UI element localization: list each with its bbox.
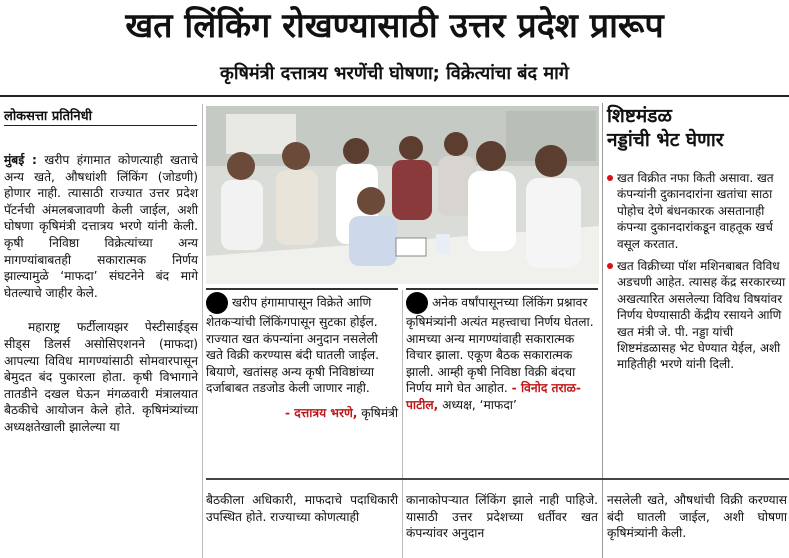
bottom-column-3-text: कानाकोपऱ्यात लिंकिंग झाले नाही पाहिजे. यासाठी उत्तर प्रदेशच्या धर्तीवर खत कंपन्यांवर अनुदान [406,493,598,541]
article-paragraph-1 [4,152,198,301]
paragraph-1-text: खरीप हंगामात कोणत्याही खताचे अन्य खते, औषधांशी लिंकिंग (जोडणी) होणार नाही. त्यासाठी राज्यात उत्तर प्रदेश पॅटर्नची अंमलबजावणी केली जाईल, अशी घोषणा कृषिमंत्री दत्तात्रय भरणे यांनी केली. कृषी निविष्ठा विक्रेत्यांच्या अन्य मागण्यांबाबतही सकारात्मक निर्णय झाल्यामुळे ‘माफदा’ संघटनेने बंद मागे घेतल्याचे जाहीर केले. [4,153,198,300]
sidebar-title-line-1: शिष्टमंडळ [607,105,672,127]
column-divider-1 [202,104,203,558]
quote-box-minister [206,288,398,468]
byline: लोकसत्ता प्रतिनिधी [4,109,92,124]
dateline: मुंबई : [4,153,37,167]
bottom-column-2-text: बैठकीला अधिकारी, माफदाचे पदाधिकारी उपस्थित होते. राज्याच्या कोणत्याही [206,493,398,524]
quote-1-attribution-role: कृषिमंत्री [361,405,398,420]
bottom-column-2 [206,492,398,525]
quote-box-mafda [406,288,598,468]
subheadline: कृषिमंत्री दत्तात्रय भरणेंची घोषणा; विक्रेत्यांचा बंद मागे [220,63,569,84]
bottom-column-3 [406,492,598,542]
sidebar-title [607,104,787,152]
minister-portrait-icon [206,292,228,314]
sidebar-title-line-2: नड्डांची भेट घेणार [607,129,724,151]
column-divider-2 [402,290,403,558]
quote-1-attribution-name: - दत्तात्रय भरणे, [285,405,358,420]
headline: खत लिंकिंग रोखण्यासाठी उत्तर प्रदेश प्रारूप [125,6,664,46]
sidebar-bullet-1 [607,170,787,252]
bottom-column-4 [607,492,787,542]
sidebar-divider [602,103,603,558]
red-bullet-icon [607,263,613,269]
sidebar-bullet-1-text: खत विक्रीत नफा किती असावा. खत कंपन्यांनी दुकानदारांना खतांचा साठा पोहोच देणे बंधनकारक असतानाही कंपन्या दुकानदारांकडून वाहतूक खर्च वसूल करतात. [617,171,774,251]
article-column-1 [4,152,198,436]
quote-2-text: अनेक वर्षांपासूनच्या लिंकिंग प्रश्नावर कृषिमंत्र्यांनी अत्यंत महत्त्वाचा निर्णय घेतला. आमच्या अन्य मागण्यांवाही सकारात्मक विचार झाला. एकूण बैठक सकारात्मक झाली. आम्ही कृषी निविष्ठा विक्री बंदचा निर्णय मागे घेत आहोत. [406,295,594,396]
header-divider [0,95,789,97]
quote-2-attribution-role: अध्यक्ष, ‘माफदा’ [442,397,517,412]
bottom-divider [206,478,789,480]
sidebar-list [607,170,787,379]
quote-2-attribution-name: - विनोद तराळ- पाटील, [406,381,581,412]
meeting-photo-image [206,106,599,284]
red-bullet-icon [607,175,613,181]
president-portrait-icon [406,292,428,314]
sidebar-bullet-2-text: खत विक्रीच्या पॉश मशिनबाबत विविध अडचणी आहेत. त्यासह केंद्र सरकारच्या अखत्यारित असलेल्या विविध विषयांवर निर्णय घेण्यासाठी केंद्रीय रसायने आणि खत मंत्री जे. पी. नड्डा यांची शिष्टमंडळासह भेट घेण्यात येईल, अशी माहितीही भरणे यांनी दिली. [617,259,786,372]
byline-divider [4,125,197,126]
meeting-photo [206,106,599,284]
quote-1-text: खरीप हंगामापासून विक्रेते आणि शेतकऱ्यांची लिंकिंगपासून सुटका होईल. राज्यात खत कंपन्यांना अनुदान नसलेली खते विक्री करण्यास बंदी घातली जाईल. बियाणे, खतांसह अन्य कृषी निविष्ठांच्या दर्जाबाबत तडजोड केली जाणार नाही. [206,295,379,396]
sidebar-bullet-2 [607,258,787,373]
bottom-column-4-text: नसलेली खते, औषधांची विक्री करण्यास बंदी घातली जाईल, अशी घोषणा कृषिमंत्र्यांनी केली. [607,493,787,541]
article-paragraph-2: महाराष्ट्र फर्टीलायझर पेस्टीसाईड्स सीड्स डिलर्स असोसिएशनने (माफदा) आपल्या विविध मागण्यांसाठी सोमवारपासून बेमुदत बंद पुकारला होता. कृषी विभागाने तातडीने दखल घेऊन मंगळवारी मंत्रालयात बैठकीचे आयोजन केले होते. कृषिमंत्र्यांच्या अध्यक्षतेखाली झालेल्या या [4,320,198,434]
